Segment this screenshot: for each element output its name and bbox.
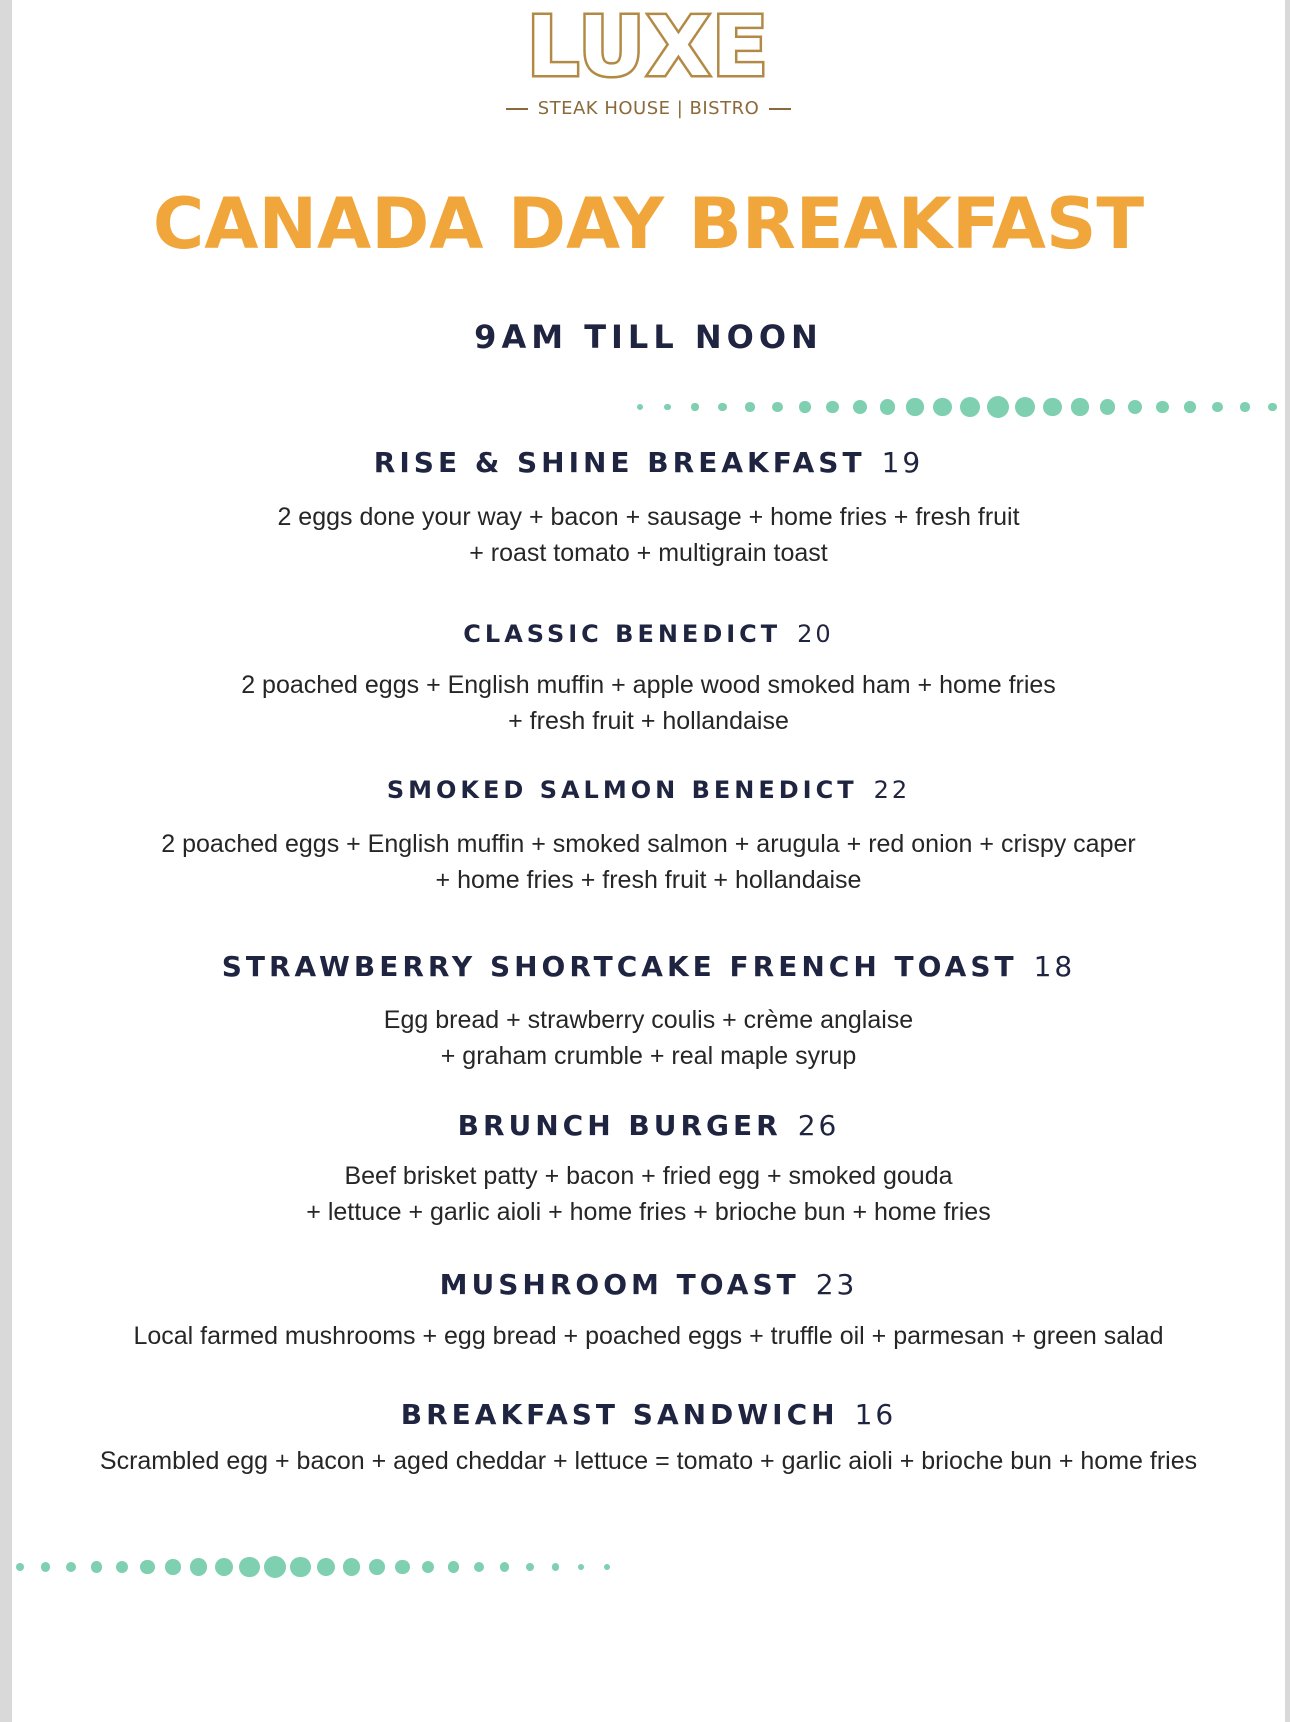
- divider-dot: [772, 402, 782, 412]
- tagline: [12, 98, 1285, 119]
- menu-item-description: [12, 499, 1285, 571]
- divider-dot: [664, 404, 670, 410]
- divider-dot: [66, 1562, 76, 1572]
- divider-dot: [1128, 400, 1142, 414]
- description-line: + graham crumble + real maple syrup: [440, 1042, 857, 1070]
- divider-dot: [526, 1563, 534, 1571]
- divider-dot: [578, 1564, 584, 1570]
- divider-dot: [343, 1558, 360, 1575]
- menu-item-name: SMOKED SALMON BENEDICT: [386, 776, 858, 804]
- menu-item-title: [12, 446, 1285, 479]
- dots-divider-top: [632, 392, 1285, 422]
- description-line: + fresh fruit + hollandaise: [508, 707, 789, 735]
- description-line: + roast tomato + multigrain toast: [469, 539, 828, 567]
- description-line: 2 poached eggs + English muffin + smoked salmon + arugula + red onion + crispy caper: [161, 830, 1136, 858]
- divider-dot: [448, 1561, 459, 1572]
- divider-dot: [718, 403, 726, 411]
- divider-dot: [190, 1558, 207, 1575]
- description-line: Egg bread + strawberry coulis + crème anglaise: [383, 1006, 914, 1034]
- menu-item-price: 20: [797, 620, 834, 648]
- menu-page: [12, 0, 1285, 1722]
- divider-dot: [474, 1562, 484, 1572]
- menu-item-title: [12, 950, 1285, 983]
- description-line: + home fries + fresh fruit + hollandaise: [435, 866, 862, 894]
- divider-dot: [215, 1558, 234, 1577]
- divider-dot: [826, 401, 839, 414]
- divider-dot: [422, 1561, 435, 1574]
- divider-dot: [1043, 398, 1062, 417]
- divider-dot: [637, 404, 643, 410]
- menu-item-price: 18: [1033, 950, 1076, 983]
- service-hours: 9AM TILL NOON: [474, 318, 823, 356]
- menu-item-title: [12, 1268, 1285, 1301]
- divider-dot: [317, 1558, 336, 1577]
- logo: [12, 0, 1285, 95]
- description-line: 2 eggs done your way + bacon + sausage + home fries + fresh fruit: [277, 503, 1020, 531]
- description-line: Local farmed mushrooms + egg bread + poached eggs + truffle oil + parmesan + green salad: [133, 1322, 1164, 1350]
- menu-item-description: [12, 826, 1285, 898]
- tagline-left-dash: [506, 108, 528, 110]
- menu-item-name: STRAWBERRY SHORTCAKE FRENCH TOAST: [221, 950, 1018, 983]
- description-line: + lettuce + garlic aioli + home fries + brioche bun + home fries: [306, 1198, 991, 1226]
- divider-dot: [1100, 399, 1116, 415]
- divider-dot: [395, 1560, 409, 1574]
- divider-dot: [290, 1557, 310, 1577]
- divider-dot: [880, 399, 896, 415]
- divider-dot: [1184, 401, 1195, 412]
- divider-dot: [41, 1562, 50, 1571]
- divider-dot: [1240, 402, 1249, 411]
- menu-item-name: CLASSIC BENEDICT: [463, 620, 782, 648]
- divider-dot: [745, 402, 754, 411]
- menu-item-price: 16: [854, 1398, 897, 1431]
- divider-dot: [16, 1563, 24, 1571]
- menu-item-title: [12, 1398, 1285, 1431]
- menu-item-price: 22: [873, 776, 911, 804]
- menu-item-description: [12, 1443, 1285, 1479]
- divider-dot: [264, 1556, 286, 1578]
- menu-item-description: [12, 1318, 1285, 1354]
- divider-dot: [1015, 397, 1035, 417]
- divider-dot: [165, 1559, 181, 1575]
- menu-item-description: [12, 1002, 1285, 1074]
- menu-item-name: MUSHROOM TOAST: [439, 1268, 800, 1301]
- menu-item-title: [12, 1109, 1285, 1142]
- divider-dot: [853, 400, 867, 414]
- menu-item-title: [12, 776, 1285, 804]
- description-line: Beef brisket patty + bacon + fried egg + smoked gouda: [344, 1162, 953, 1190]
- divider-dot: [552, 1563, 559, 1570]
- menu-item-price: 19: [881, 446, 924, 479]
- divider-dot: [1156, 401, 1169, 414]
- menu-item-name: BREAKFAST SANDWICH: [400, 1398, 839, 1431]
- divider-dot: [1212, 402, 1222, 412]
- divider-dot: [604, 1564, 610, 1570]
- divider-dot: [933, 398, 952, 417]
- page-title: CANADA DAY BREAKFAST: [152, 183, 1145, 265]
- divider-dot: [799, 401, 810, 412]
- divider-dot: [239, 1557, 259, 1577]
- divider-dot: [906, 398, 923, 415]
- logo-text: LUXE: [526, 0, 771, 95]
- menu-item-price: 26: [797, 1109, 840, 1142]
- tagline-text: STEAK HOUSE | BISTRO: [537, 98, 760, 119]
- divider-dot: [987, 396, 1009, 418]
- divider-dot: [116, 1561, 129, 1574]
- menu-item-title: [12, 620, 1285, 648]
- divider-dot: [1071, 398, 1088, 415]
- menu-item-name: BRUNCH BURGER: [457, 1109, 782, 1142]
- description-line: Scrambled egg + bacon + aged cheddar + lettuce = tomato + garlic aioli + brioche bun + home fries: [99, 1447, 1198, 1475]
- divider-dot: [91, 1561, 102, 1572]
- divider-dot: [691, 403, 698, 410]
- divider-dot: [1268, 403, 1276, 411]
- dots-divider-bottom: [12, 1552, 632, 1582]
- divider-dot: [140, 1560, 154, 1574]
- menu-item-name: RISE & SHINE BREAKFAST: [373, 446, 866, 479]
- divider-dot: [500, 1562, 509, 1571]
- menu-item-price: 23: [815, 1268, 858, 1301]
- menu-item-description: [12, 667, 1285, 739]
- tagline-right-dash: [769, 108, 791, 110]
- divider-dot: [960, 397, 980, 417]
- menu-item-description: [12, 1158, 1285, 1230]
- description-line: 2 poached eggs + English muffin + apple wood smoked ham + home fries: [241, 671, 1056, 699]
- divider-dot: [369, 1559, 385, 1575]
